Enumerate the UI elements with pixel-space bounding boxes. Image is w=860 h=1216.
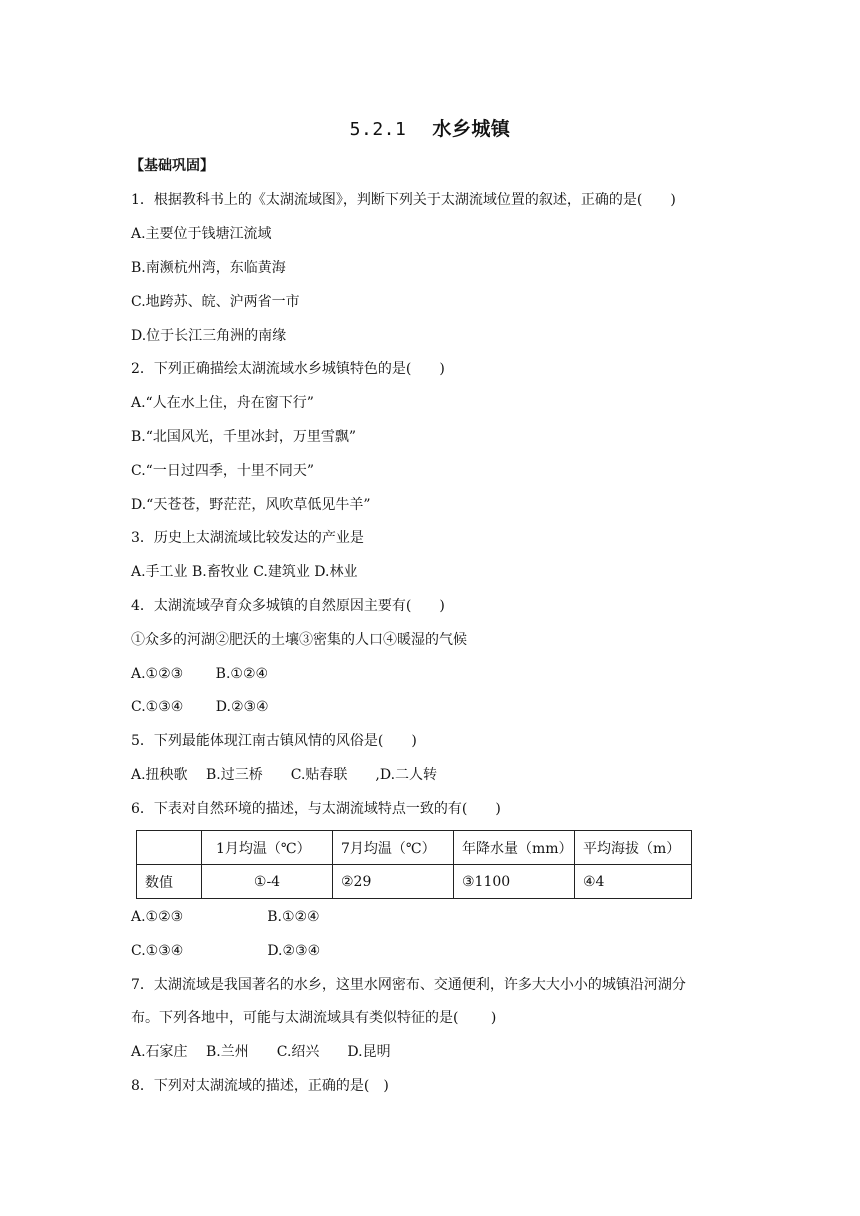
q2-option-a: A.“人在水上住，舟在窗下行” xyxy=(131,395,314,411)
q2-option-d: D.“天苍苍，野茫茫，风吹草低见牛羊” xyxy=(131,497,371,513)
table-header-row xyxy=(137,831,692,865)
q3-stem: 3．历史上太湖流域比较发达的产业是 xyxy=(131,530,364,546)
table-header-cell: 平均海拔（m） xyxy=(575,831,692,865)
table-row xyxy=(137,865,692,899)
q5-options: A.扭秧歌 B.过三桥 C.贴春联 ,D.二人转 xyxy=(131,767,438,783)
table-header-cell: 年降水量（mm） xyxy=(454,831,575,865)
q1-option-d: D.位于长江三角洲的南缘 xyxy=(131,328,287,344)
q6-table xyxy=(136,830,692,899)
lesson-title: 水乡城镇 xyxy=(432,118,511,140)
table-cell: 数值 xyxy=(137,865,202,899)
q4-options-cd: C.①③④ D.②③④ xyxy=(131,699,269,715)
q1-option-a: A.主要位于钱塘江流域 xyxy=(131,226,272,242)
table-cell: ①-4 xyxy=(202,865,333,899)
q6-options-cd: C.①③④ D.②③④ xyxy=(131,943,321,959)
table-cell: ④4 xyxy=(575,865,692,899)
q4-choices: ①众多的河湖②肥沃的土壤③密集的人口④暖湿的气候 xyxy=(131,632,467,648)
q1-option-c: C.地跨苏、皖、沪两省一市 xyxy=(131,294,300,310)
table-cell: ③1100 xyxy=(454,865,575,899)
q7-options: A.石家庄 B.兰州 C.绍兴 D.昆明 xyxy=(131,1044,391,1060)
q8-stem: 8．下列对太湖流域的描述，正确的是( ) xyxy=(131,1078,389,1094)
q2-stem: 2．下列正确描绘太湖流域水乡城镇特色的是( ) xyxy=(131,361,445,377)
q7-stem-line2: 布。下列各地中，可能与太湖流域具有类似特征的是( ) xyxy=(131,1010,497,1026)
section-label: 【基础巩固】 xyxy=(130,158,214,174)
q1-stem: 1．根据教科书上的《太湖流域图》，判断下列关于太湖流域位置的叙述，正确的是( ) xyxy=(131,192,676,208)
q6-options-ab: A.①②③ B.①②④ xyxy=(131,909,320,925)
table-header-cell: 7月均温（℃） xyxy=(333,831,454,865)
q4-stem: 4．太湖流域孕育众多城镇的自然原因主要有( ) xyxy=(131,598,445,614)
lesson-number: 5.2.1 xyxy=(349,119,407,140)
q7-stem-line1: 7．太湖流域是我国著名的水乡，这里水网密布、交通便利，许多大大小小的城镇沿河湖分 xyxy=(131,977,686,993)
q1-option-b: B.南濒杭州湾，东临黄海 xyxy=(131,260,286,276)
page-title xyxy=(0,114,860,141)
table-header-cell: 1月均温（℃） xyxy=(202,831,333,865)
q3-options: A.手工业 B.畜牧业 C.建筑业 D.林业 xyxy=(131,564,358,580)
table-header-cell xyxy=(137,831,202,865)
table-cell: ②29 xyxy=(333,865,454,899)
q2-option-b: B.“北国风光，千里冰封，万里雪飘” xyxy=(131,429,357,445)
q4-options-ab: A.①②③ B.①②④ xyxy=(131,666,269,682)
q5-stem: 5．下列最能体现江南古镇风情的风俗是( ) xyxy=(131,733,417,749)
q2-option-c: C.“一日过四季，十里不同天” xyxy=(131,463,314,479)
q6-stem: 6．下表对自然环境的描述，与太湖流域特点一致的有( ) xyxy=(131,801,501,817)
